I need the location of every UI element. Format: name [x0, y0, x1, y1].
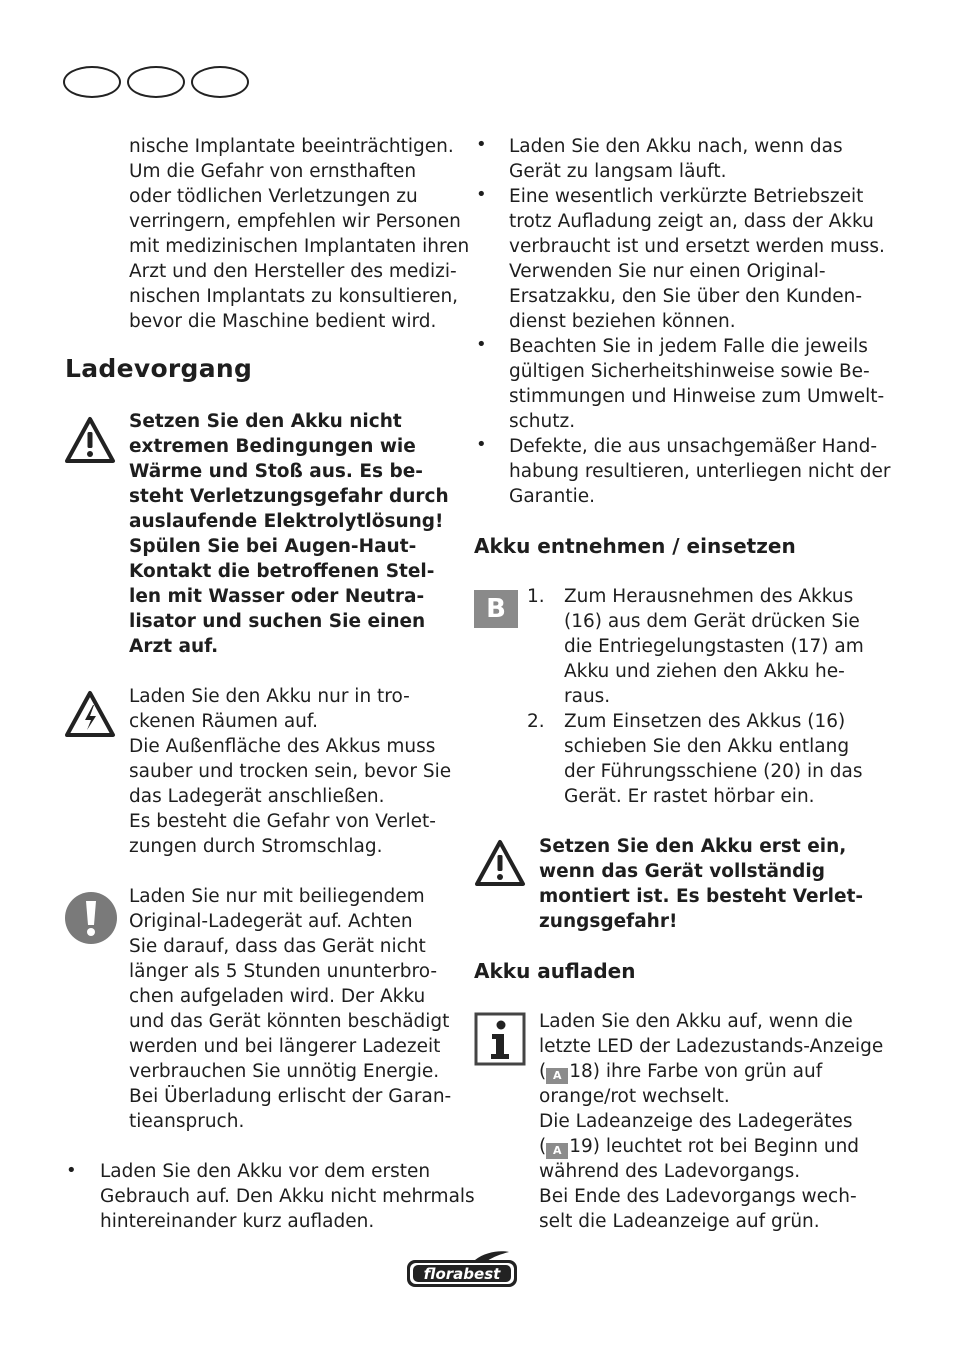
warning-line: Setzen Sie den Akku erst ein, [539, 836, 847, 857]
caution-paragraph [129, 884, 451, 1134]
step-line: Zum Herausnehmen des Akkus [564, 586, 854, 607]
bullet-dot: • [66, 1160, 77, 1181]
bullet-line: Ersatzakku, den Sie über den Kunden- [509, 286, 863, 307]
caution-line: tieanspruch. [129, 1111, 245, 1132]
step-line: (16) aus dem Gerät drücken Sie [564, 611, 860, 632]
paren-open: ( [539, 1136, 547, 1157]
bullet-item [509, 434, 891, 509]
caution-line: Sie darauf, dass das Gerät nicht [129, 936, 426, 957]
step-line: raus. [564, 686, 611, 707]
warning-triangle-icon [64, 415, 116, 465]
electric-shock-warning-icon [64, 689, 116, 739]
warning-line: Arzt auf. [129, 636, 219, 657]
bullet-paragraph [100, 1159, 475, 1234]
warning-line: Spülen Sie bei Augen-Haut- [129, 536, 417, 557]
intro-line: mit medizinischen Implantaten ihren [129, 236, 470, 257]
step-line: Akku und ziehen den Akku he- [564, 661, 845, 682]
step-line: der Führungsschiene (20) in das [564, 761, 863, 782]
intro-paragraph [129, 134, 469, 334]
figure-ref-a-badge: A [546, 1068, 568, 1084]
step-number: 1. [527, 586, 545, 607]
warning-line: Setzen Sie den Akku nicht [129, 411, 402, 432]
bullet-line: Laden Sie den Akku vor dem ersten [100, 1161, 431, 1182]
bullet-dot: • [476, 434, 487, 455]
shock-paragraph [129, 684, 451, 859]
bullet-line: Beachten Sie in jedem Falle die jeweils [509, 336, 868, 357]
shock-line: das Ladegerät anschließen. [129, 786, 385, 807]
warning-triangle-icon [474, 838, 526, 888]
caution-line: Bei Überladung erlischt der Garan- [129, 1086, 452, 1107]
step-line: Zum Einsetzen des Akkus (16) [564, 711, 846, 732]
info-line: selt die Ladeanzeige auf grün. [539, 1211, 820, 1232]
intro-line: Arzt und den Hersteller des medizi- [129, 261, 457, 282]
logo-text: florabest [423, 1265, 501, 1283]
intro-line: verringern, empfehlen wir Personen [129, 211, 461, 232]
warning-line: auslaufende Elektrolytlösung! [129, 511, 444, 532]
intro-line: bevor die Maschine bedient wird. [129, 311, 437, 332]
caution-line: Original-Ladegerät auf. Achten [129, 911, 413, 932]
florabest-logo [405, 1250, 519, 1290]
info-line: Laden Sie den Akku auf, wenn die [539, 1011, 853, 1032]
info-line: orange/rot wechselt. [539, 1086, 730, 1107]
warning-line: Wärme und Stoß aus. Es be- [129, 461, 423, 482]
warning-line: zungsgefahr! [539, 911, 678, 932]
warning-line: Kontakt die betroffenen Stel- [129, 561, 435, 582]
bullet-line: habung resultieren, unterliegen nicht der [509, 461, 891, 482]
bullet-line: trotz Aufladung zeigt an, dass der Akku [509, 211, 874, 232]
bullet-dot: • [476, 134, 487, 155]
step-line: Gerät. Er rastet hörbar ein. [564, 786, 815, 807]
step-number: 2. [527, 711, 545, 732]
info-paragraph [539, 1009, 883, 1234]
bullet-line: gültigen Sicherheitshinweise sowie Be- [509, 361, 870, 382]
info-line [539, 1134, 883, 1159]
figure-ref-b-badge: B [474, 590, 518, 628]
caution-line: länger als 5 Stunden ununterbro- [129, 961, 438, 982]
step-text [564, 709, 863, 809]
intro-line: oder tödlichen Verletzungen zu [129, 186, 418, 207]
warning-text-akku-conditions [129, 409, 449, 659]
caution-line: Laden Sie nur mit beiliegendem [129, 886, 425, 907]
shock-line: Es besteht die Gefahr von Verlet- [129, 811, 436, 832]
bullet-line: Laden Sie den Akku nach, wenn das [509, 136, 843, 157]
info-icon [474, 1012, 526, 1066]
info-line: Die Ladeanzeige des Ladegerätes [539, 1111, 853, 1132]
bullet-line: Eine wesentlich verkürzte Betriebszeit [509, 186, 864, 207]
warning-line: steht Verletzungsgefahr durch [129, 486, 449, 507]
info-line-text: 19) leuchtet rot bei Beginn und [569, 1136, 860, 1157]
bullet-item [509, 334, 884, 434]
bullet-line: Garantie. [509, 486, 595, 507]
bullet-line: schutz. [509, 411, 576, 432]
step-line: schieben Sie den Akku entlang [564, 736, 850, 757]
bullet-line: Gerät zu langsam läuft. [509, 161, 727, 182]
shock-line: ckenen Räumen auf. [129, 711, 318, 732]
bullet-line: verbraucht ist und ersetzt werden muss. [509, 236, 885, 257]
language-oval-1 [63, 66, 121, 98]
info-line [539, 1059, 883, 1084]
section-heading-akku-entnehmen: Akku entnehmen / einsetzen [474, 534, 796, 558]
bullet-dot: • [476, 184, 487, 205]
step-text [564, 584, 864, 709]
info-line-text: 18) ihre Farbe von grün auf [569, 1061, 823, 1082]
warning-line: extremen Bedingungen wie [129, 436, 416, 457]
caution-line: verbrauchen Sie unnötig Energie. [129, 1061, 440, 1082]
section-heading-ladevorgang: Ladevorgang [65, 354, 253, 383]
language-oval-3 [191, 66, 249, 98]
warning-line: lisator und suchen Sie einen [129, 611, 426, 632]
language-oval-2 [127, 66, 185, 98]
shock-line: Die Außenfläche des Akkus muss [129, 736, 436, 757]
bullet-item [509, 134, 843, 184]
shock-line: Laden Sie den Akku nur in tro- [129, 686, 410, 707]
warning-line: len mit Wasser oder Neutra- [129, 586, 425, 607]
bullet-line: Defekte, die aus unsachgemäßer Hand- [509, 436, 878, 457]
bullet-line: dienst beziehen können. [509, 311, 736, 332]
caution-line: und das Gerät könnten beschädigt [129, 1011, 450, 1032]
intro-line: Um die Gefahr von ernsthaften [129, 161, 417, 182]
step-line: die Entriegelungstasten (17) am [564, 636, 864, 657]
shock-line: sauber und trocken sein, bevor Sie [129, 761, 452, 782]
bullet-line: Gebrauch auf. Den Akku nicht mehrmals [100, 1186, 475, 1207]
section-heading-akku-aufladen: Akku aufladen [474, 959, 636, 983]
caution-line: werden und bei längerer Ladezeit [129, 1036, 441, 1057]
paren-open: ( [539, 1061, 547, 1082]
bullet-line: Verwenden Sie nur einen Original- [509, 261, 826, 282]
caution-line: chen aufgeladen wird. Der Akku [129, 986, 426, 1007]
bullet-dot: • [476, 334, 487, 355]
figure-ref-a-badge: A [546, 1143, 568, 1159]
exclamation-circle-icon [64, 891, 118, 945]
bullet-line: stimmungen und Hinweise zum Umwelt- [509, 386, 885, 407]
intro-line: nische Implantate beeinträchtigen. [129, 136, 454, 157]
bullet-line: hintereinander kurz aufladen. [100, 1211, 375, 1232]
warning-line: wenn das Gerät vollständig [539, 861, 826, 882]
warning-line: montiert ist. Es besteht Verlet- [539, 886, 864, 907]
intro-line: nischen Implantats zu konsultieren, [129, 286, 459, 307]
info-line: letzte LED der Ladezustands-Anzeige [539, 1036, 884, 1057]
shock-line: zungen durch Stromschlag. [129, 836, 383, 857]
bullet-item [509, 184, 885, 334]
info-line: während des Ladevorgangs. [539, 1161, 801, 1182]
info-line: Bei Ende des Ladevorgangs wech- [539, 1186, 857, 1207]
warning-text-insert-akku [539, 834, 863, 934]
